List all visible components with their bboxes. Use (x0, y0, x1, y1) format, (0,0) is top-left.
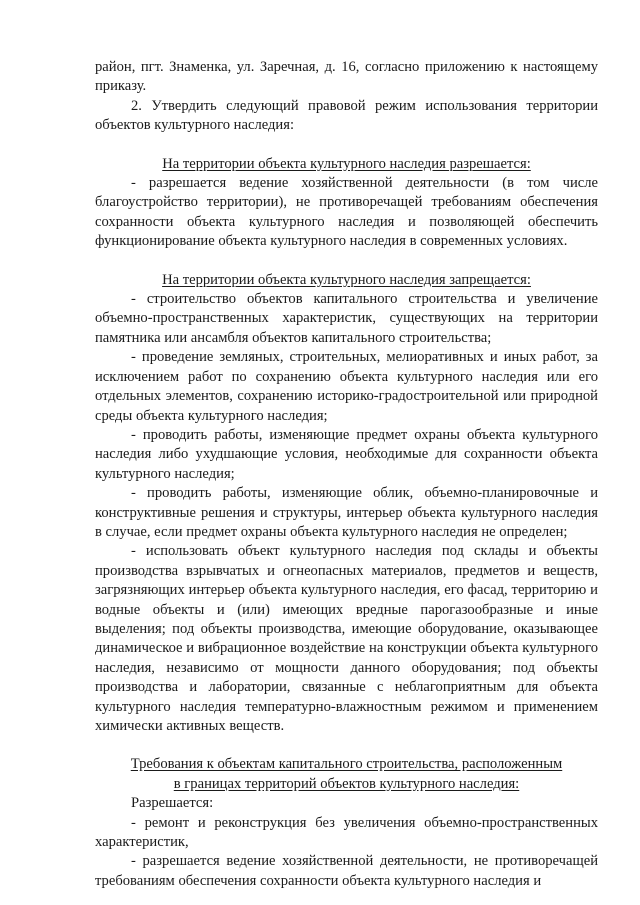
requirements-allowed-label: Разрешается: (131, 795, 214, 812)
document-body (95, 58, 598, 891)
forbidden-item: - проводить работы, изменяющие облик, объемно-планировочные и конструктивные решения и структуры, интерьер объекта культурного наследия в случае, если предмет охраны объекта культурного наследия не определен; (95, 485, 598, 540)
allowed-heading: На территории объекта культурного наследия разрешается: (162, 155, 531, 172)
spacer (95, 136, 598, 155)
forbidden-item: - проводить работы, изменяющие предмет охраны объекта культурного наследия либо ухудшающие условия, необходимые для сохранности объекта культурного наследия; (95, 426, 598, 482)
requirements-item: - разрешается ведение хозяйственной деятельности, не противоречащей требованиям обеспечения сохранности объекта культурного наследия и (95, 853, 598, 889)
forbidden-item: - использовать объект культурного наследия под склады и объекты производства взрывчатых и огнеопасных материалов, предметов и веществ, загрязняющих интерьер объекта культурного наследия, его фасад, территорию и водные объекты и (или) имеющих вредные парогазообразные и иные выделения; под объекты производства, имеющие оборудование, оказывающее динамическое и вибрационное воздействие на конструкции объекта культурного наследия, независимо от мощности данного оборудования; под объекты производства и лаборатории, связанные с неблагоприятным для объекта культурного наследия температурно-влажностным режимом и применением химически активных веществ. (95, 543, 598, 734)
forbidden-item: - строительство объектов капитального строительства и увеличение объемно-пространственных характеристик, существующих на территории памятника или ансамбля объектов капитального строительства; (95, 291, 598, 346)
allowed-item: - разрешается ведение хозяйственной деятельности (в том числе благоустройство территории), не противоречащей требованиям обеспечения сохранности объекта культурного наследия и позволяющей обеспечить функционирование объекта культурного наследия в современных условиях. (95, 175, 598, 250)
intro-paragraph: район, пгт. Знаменка, ул. Заречная, д. 16, согласно приложению к настоящему приказу. (95, 59, 598, 95)
forbidden-heading: На территории объекта культурного наследия запрещается: (162, 271, 531, 288)
requirements-item: - ремонт и реконструкция без увеличения объемно-пространственных характеристик, (95, 814, 598, 851)
item-2-paragraph: 2. Утвердить следующий правовой режим использования территории объектов культурного наследия: (95, 97, 598, 134)
forbidden-item: - проведение земляных, строительных, мелиоративных и иных работ, за исключением работ по сохранению объекта культурного наследия или его отдельных элементов, сохранению историко-градостроительной или природной среды объекта культурного наследия; (95, 349, 598, 424)
requirements-heading-line1: Требования к объектам капитального строительства, расположенным (130, 756, 563, 773)
spacer (95, 736, 598, 755)
requirements-heading-line2: в границах территорий объектов культурного наследия: (173, 775, 520, 792)
spacer (95, 252, 598, 271)
